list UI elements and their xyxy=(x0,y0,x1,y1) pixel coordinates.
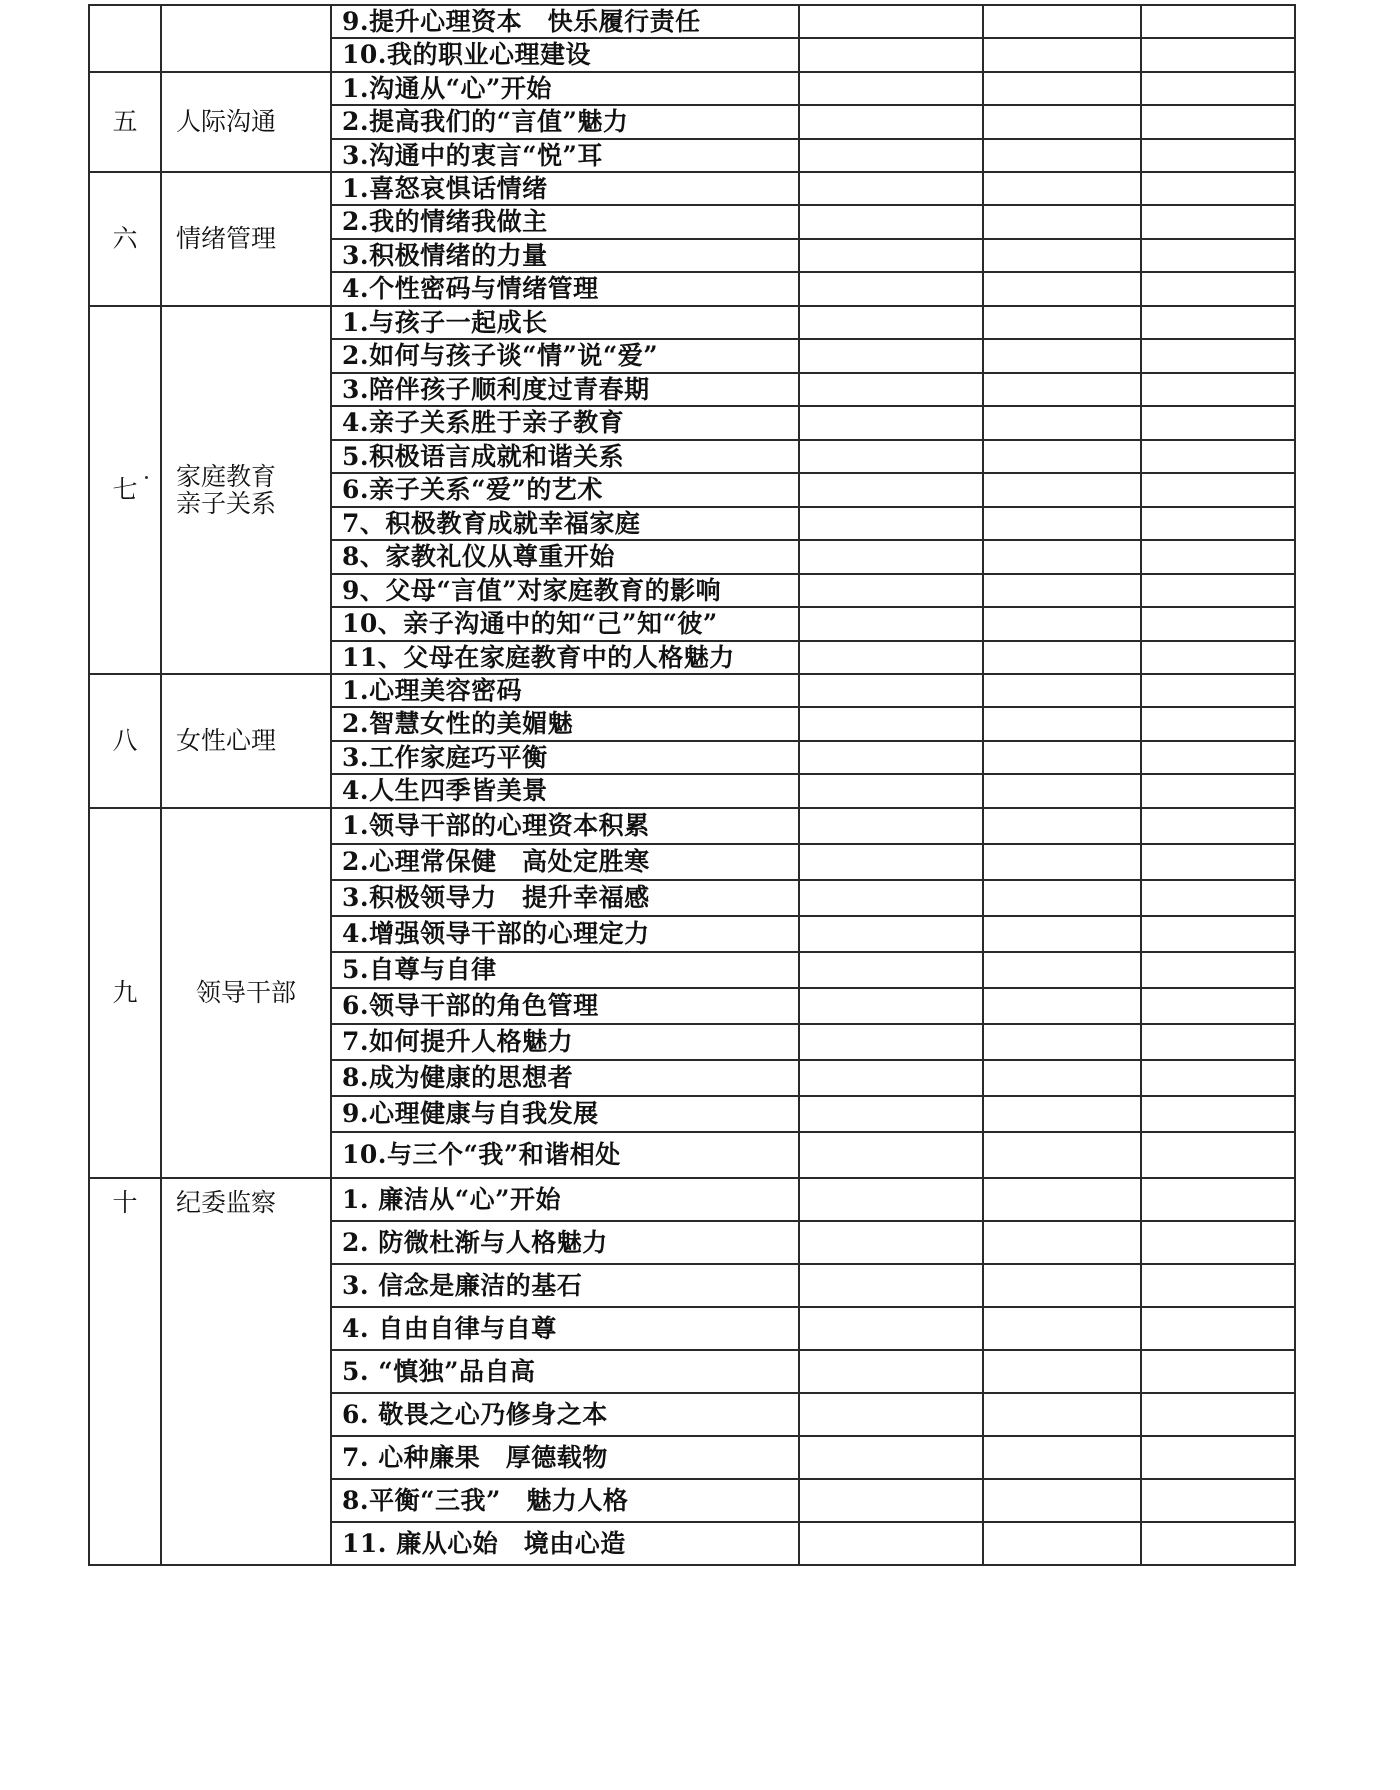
empty-cell xyxy=(1141,1178,1295,1221)
empty-cell xyxy=(799,1132,983,1178)
empty-cell xyxy=(1141,105,1295,139)
empty-cell xyxy=(799,1178,983,1221)
empty-cell xyxy=(983,741,1141,774)
course-topic: 2.智慧女性的美媚魅 xyxy=(331,707,799,741)
empty-cell xyxy=(983,1436,1141,1479)
empty-cell xyxy=(983,473,1141,507)
empty-cell xyxy=(1141,1307,1295,1350)
course-topic: 2.我的情绪我做主 xyxy=(331,205,799,239)
empty-cell xyxy=(799,641,983,674)
course-topic: 5.积极语言成就和谐关系 xyxy=(331,440,799,473)
course-topic: 5.自尊与自律 xyxy=(331,952,799,988)
empty-cell xyxy=(983,406,1141,440)
section-category xyxy=(161,5,331,72)
empty-cell xyxy=(1141,674,1295,707)
empty-cell xyxy=(799,1221,983,1264)
empty-cell xyxy=(1141,339,1295,373)
empty-cell xyxy=(1141,72,1295,105)
empty-cell xyxy=(983,239,1141,272)
empty-cell xyxy=(983,440,1141,473)
empty-cell xyxy=(1141,741,1295,774)
course-topic: 1.领导干部的心理资本积累 xyxy=(331,808,799,844)
empty-cell xyxy=(983,1221,1141,1264)
empty-cell xyxy=(799,880,983,916)
section-number: 六 xyxy=(89,172,161,306)
empty-cell xyxy=(983,1024,1141,1060)
empty-cell xyxy=(1141,574,1295,607)
empty-cell xyxy=(983,607,1141,641)
section-category: 人际沟通 xyxy=(161,72,331,172)
table-row xyxy=(89,72,1295,105)
empty-cell xyxy=(799,406,983,440)
empty-cell xyxy=(1141,172,1295,205)
empty-cell xyxy=(799,844,983,880)
empty-cell xyxy=(799,607,983,641)
table-row xyxy=(89,1178,1295,1221)
table-row xyxy=(89,674,1295,707)
empty-cell xyxy=(983,540,1141,574)
course-topic: 1. 廉洁从“心”开始 xyxy=(331,1178,799,1221)
empty-cell xyxy=(1141,306,1295,339)
empty-cell xyxy=(799,205,983,239)
section-number: 十 xyxy=(89,1178,161,1565)
course-topic: 7. 心种廉果 厚德载物 xyxy=(331,1436,799,1479)
empty-cell xyxy=(983,674,1141,707)
empty-cell xyxy=(799,1024,983,1060)
empty-cell xyxy=(1141,808,1295,844)
empty-cell xyxy=(799,339,983,373)
empty-cell xyxy=(1141,880,1295,916)
empty-cell xyxy=(983,1393,1141,1436)
empty-cell xyxy=(983,105,1141,139)
course-topic: 7、积极教育成就幸福家庭 xyxy=(331,507,799,540)
course-topic: 3.陪伴孩子顺利度过青春期 xyxy=(331,373,799,406)
empty-cell xyxy=(1141,607,1295,641)
empty-cell xyxy=(983,373,1141,406)
section-number: 九 xyxy=(89,808,161,1178)
empty-cell xyxy=(1141,239,1295,272)
empty-cell xyxy=(983,339,1141,373)
empty-cell xyxy=(799,1264,983,1307)
empty-cell xyxy=(799,1096,983,1132)
empty-cell xyxy=(983,306,1141,339)
empty-cell xyxy=(1141,1060,1295,1096)
empty-cell xyxy=(799,1307,983,1350)
course-topic: 4.亲子关系胜于亲子教育 xyxy=(331,406,799,440)
table-row xyxy=(89,5,1295,38)
course-topic: 8.成为健康的思想者 xyxy=(331,1060,799,1096)
empty-cell xyxy=(799,239,983,272)
empty-cell xyxy=(799,741,983,774)
empty-cell xyxy=(1141,540,1295,574)
empty-cell xyxy=(1141,1350,1295,1393)
empty-cell xyxy=(983,641,1141,674)
course-topic: 1.心理美容密码 xyxy=(331,674,799,707)
empty-cell xyxy=(983,1479,1141,1522)
empty-cell xyxy=(799,674,983,707)
course-topic: 4.人生四季皆美景 xyxy=(331,774,799,808)
empty-cell xyxy=(799,1060,983,1096)
empty-cell xyxy=(983,139,1141,172)
empty-cell xyxy=(983,172,1141,205)
empty-cell xyxy=(1141,1522,1295,1565)
empty-cell xyxy=(799,1479,983,1522)
empty-cell xyxy=(1141,1096,1295,1132)
course-table xyxy=(88,4,1296,1566)
section-category: 领导干部 xyxy=(161,808,331,1178)
table-row xyxy=(89,306,1295,339)
empty-cell xyxy=(983,774,1141,808)
empty-cell xyxy=(983,1178,1141,1221)
empty-cell xyxy=(799,507,983,540)
course-topic: 11、父母在家庭教育中的人格魅力 xyxy=(331,641,799,674)
empty-cell xyxy=(1141,1221,1295,1264)
course-topic: 2. 防微杜渐与人格魅力 xyxy=(331,1221,799,1264)
empty-cell xyxy=(799,1436,983,1479)
empty-cell xyxy=(1141,205,1295,239)
course-topic: 2.如何与孩子谈“情”说“爱” xyxy=(331,339,799,373)
empty-cell xyxy=(1141,38,1295,72)
empty-cell xyxy=(1141,1393,1295,1436)
course-topic: 3.积极领导力 提升幸福感 xyxy=(331,880,799,916)
table-row xyxy=(89,808,1295,844)
empty-cell xyxy=(799,916,983,952)
course-topic: 1.喜怒哀惧话情绪 xyxy=(331,172,799,205)
course-topic: 10、亲子沟通中的知“己”知“彼” xyxy=(331,607,799,641)
empty-cell xyxy=(983,844,1141,880)
course-topic: 6. 敬畏之心乃修身之本 xyxy=(331,1393,799,1436)
course-topic: 2.提高我们的“言值”魅力 xyxy=(331,105,799,139)
table-row xyxy=(89,172,1295,205)
course-topic: 4. 自由自律与自尊 xyxy=(331,1307,799,1350)
course-topic: 6.亲子关系“爱”的艺术 xyxy=(331,473,799,507)
course-topic: 10.与三个“我”和谐相处 xyxy=(331,1132,799,1178)
course-topic: 11. 廉从心始 境由心造 xyxy=(331,1522,799,1565)
course-topic: 6.领导干部的角色管理 xyxy=(331,988,799,1024)
course-topic: 3.积极情绪的力量 xyxy=(331,239,799,272)
course-topic: 5. “慎独”品自高 xyxy=(331,1350,799,1393)
empty-cell xyxy=(799,1393,983,1436)
empty-cell xyxy=(1141,1132,1295,1178)
course-topic: 7.如何提升人格魅力 xyxy=(331,1024,799,1060)
section-number: 七 xyxy=(89,306,161,674)
empty-cell xyxy=(799,574,983,607)
course-topic: 1.与孩子一起成长 xyxy=(331,306,799,339)
empty-cell xyxy=(1141,507,1295,540)
empty-cell xyxy=(983,952,1141,988)
section-category: 纪委监察 xyxy=(161,1178,331,1565)
empty-cell xyxy=(799,373,983,406)
empty-cell xyxy=(983,1350,1141,1393)
section-number: 八 xyxy=(89,674,161,808)
empty-cell xyxy=(799,473,983,507)
empty-cell xyxy=(983,707,1141,741)
course-topic: 9.心理健康与自我发展 xyxy=(331,1096,799,1132)
course-topic: 8、家教礼仪从尊重开始 xyxy=(331,540,799,574)
empty-cell xyxy=(799,139,983,172)
course-table-body xyxy=(89,5,1295,1565)
empty-cell xyxy=(983,507,1141,540)
empty-cell xyxy=(799,1350,983,1393)
empty-cell xyxy=(983,1522,1141,1565)
empty-cell xyxy=(799,440,983,473)
section-number: 五 xyxy=(89,72,161,172)
empty-cell xyxy=(799,72,983,105)
empty-cell xyxy=(1141,988,1295,1024)
empty-cell xyxy=(1141,916,1295,952)
empty-cell xyxy=(799,774,983,808)
course-topic: 3.沟通中的衷言“悦”耳 xyxy=(331,139,799,172)
empty-cell xyxy=(1141,641,1295,674)
empty-cell xyxy=(983,1264,1141,1307)
empty-cell xyxy=(1141,774,1295,808)
empty-cell xyxy=(1141,1264,1295,1307)
course-topic: 4.增强领导干部的心理定力 xyxy=(331,916,799,952)
empty-cell xyxy=(799,988,983,1024)
empty-cell xyxy=(1141,844,1295,880)
course-topic: 3.工作家庭巧平衡 xyxy=(331,741,799,774)
empty-cell xyxy=(799,5,983,38)
empty-cell xyxy=(799,272,983,306)
empty-cell xyxy=(799,1522,983,1565)
section-category: 家庭教育 亲子关系 xyxy=(161,306,331,674)
empty-cell xyxy=(799,540,983,574)
course-topic: 2.心理常保健 高处定胜寒 xyxy=(331,844,799,880)
empty-cell xyxy=(1141,139,1295,172)
empty-cell xyxy=(1141,1024,1295,1060)
empty-cell xyxy=(983,272,1141,306)
empty-cell xyxy=(1141,5,1295,38)
section-category: 女性心理 xyxy=(161,674,331,808)
empty-cell xyxy=(1141,1436,1295,1479)
empty-cell xyxy=(799,306,983,339)
empty-cell xyxy=(1141,1479,1295,1522)
empty-cell xyxy=(983,1132,1141,1178)
empty-cell xyxy=(983,1307,1141,1350)
empty-cell xyxy=(983,72,1141,105)
empty-cell xyxy=(983,1060,1141,1096)
course-topic: 8.平衡“三我” 魅力人格 xyxy=(331,1479,799,1522)
empty-cell xyxy=(799,38,983,72)
empty-cell xyxy=(983,5,1141,38)
empty-cell xyxy=(983,205,1141,239)
section-category: 情绪管理 xyxy=(161,172,331,306)
course-topic: 9、父母“言值”对家庭教育的影响 xyxy=(331,574,799,607)
course-topic: 9.提升心理资本 快乐履行责任 xyxy=(331,5,799,38)
empty-cell xyxy=(799,105,983,139)
empty-cell xyxy=(983,988,1141,1024)
empty-cell xyxy=(1141,272,1295,306)
course-topic: 10.我的职业心理建设 xyxy=(331,38,799,72)
empty-cell xyxy=(983,574,1141,607)
empty-cell xyxy=(1141,406,1295,440)
empty-cell xyxy=(983,880,1141,916)
empty-cell xyxy=(799,952,983,988)
course-topic: 1.沟通从“心”开始 xyxy=(331,72,799,105)
empty-cell xyxy=(983,916,1141,952)
empty-cell xyxy=(1141,952,1295,988)
empty-cell xyxy=(1141,473,1295,507)
empty-cell xyxy=(1141,707,1295,741)
empty-cell xyxy=(1141,440,1295,473)
empty-cell xyxy=(1141,373,1295,406)
course-topic: 3. 信念是廉洁的基石 xyxy=(331,1264,799,1307)
section-number xyxy=(89,5,161,72)
empty-cell xyxy=(799,707,983,741)
empty-cell xyxy=(983,1096,1141,1132)
empty-cell xyxy=(983,38,1141,72)
course-topic: 4.个性密码与情绪管理 xyxy=(331,272,799,306)
empty-cell xyxy=(983,808,1141,844)
empty-cell xyxy=(799,172,983,205)
empty-cell xyxy=(799,808,983,844)
